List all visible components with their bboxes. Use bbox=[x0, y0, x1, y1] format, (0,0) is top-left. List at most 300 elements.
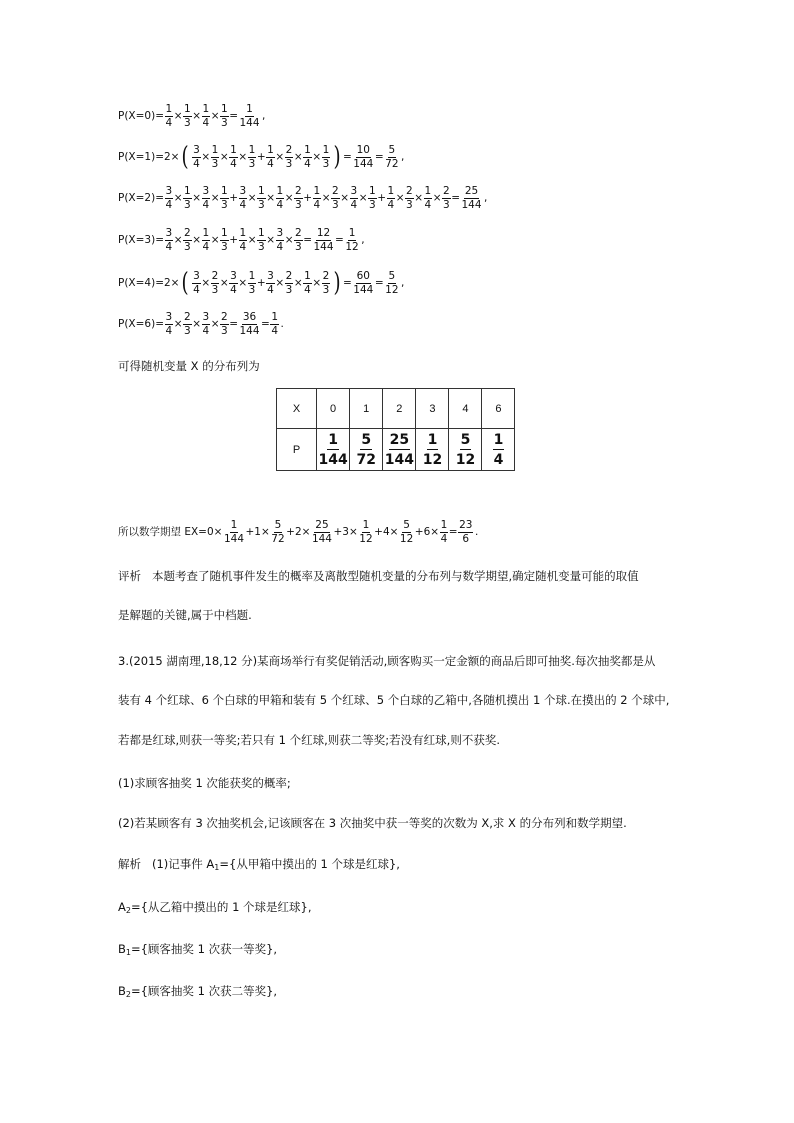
denominator: 3 bbox=[184, 324, 191, 337]
operator: = bbox=[342, 150, 352, 163]
fraction bbox=[266, 271, 275, 295]
numerator: 1 bbox=[369, 185, 376, 197]
numerator: 1 bbox=[322, 144, 330, 156]
fraction bbox=[313, 186, 322, 210]
fraction bbox=[344, 228, 359, 252]
denominator: 4 bbox=[193, 283, 200, 296]
denominator: 4 bbox=[239, 240, 247, 253]
fraction bbox=[440, 520, 449, 544]
numerator: 1 bbox=[313, 185, 321, 197]
numerator: 2 bbox=[322, 270, 330, 282]
question-2: (2)若某顾客有 3 次抽奖机会,记该顾客在 3 次抽奖中获一等奖的次数为 X,求 X 的分布列和数学期望. bbox=[118, 816, 627, 830]
punctuation: . bbox=[474, 525, 479, 538]
denominator: 144 bbox=[313, 240, 334, 253]
formula-expectation bbox=[118, 520, 478, 544]
numerator: 1 bbox=[304, 144, 311, 156]
denominator: 12 bbox=[345, 240, 359, 253]
operator: × bbox=[432, 191, 442, 204]
denominator: 4 bbox=[271, 324, 279, 337]
fraction bbox=[311, 520, 333, 544]
denominator: 72 bbox=[385, 157, 399, 170]
numerator: 1 bbox=[387, 185, 395, 197]
numerator: 3 bbox=[276, 227, 284, 239]
formula-lhs: P(X=3)= bbox=[118, 233, 164, 246]
operator: × bbox=[192, 233, 201, 246]
formula-lhs: 所以数学期望 EX=0× bbox=[118, 525, 223, 538]
numerator: 3 bbox=[193, 144, 200, 156]
fraction bbox=[165, 312, 174, 336]
operator: = bbox=[342, 276, 352, 289]
operator: + bbox=[256, 276, 266, 289]
denominator: 3 bbox=[443, 198, 450, 211]
operator: × bbox=[238, 150, 248, 163]
denominator: 3 bbox=[184, 116, 191, 129]
numerator: 5 bbox=[403, 519, 410, 531]
denominator: 4 bbox=[304, 283, 311, 296]
operator: × bbox=[312, 276, 322, 289]
operator: × bbox=[201, 150, 211, 163]
operator: × bbox=[210, 109, 220, 122]
numerator: 3 bbox=[267, 270, 274, 282]
table-row-probs bbox=[277, 429, 515, 471]
numerator: 1 bbox=[246, 103, 253, 115]
operator: × bbox=[340, 191, 349, 204]
formula-px3 bbox=[118, 228, 365, 252]
numerator: 2 bbox=[406, 185, 413, 197]
denominator: 4 bbox=[267, 283, 274, 296]
operator: × bbox=[210, 191, 220, 204]
denominator: 12 bbox=[385, 283, 399, 296]
operator: × bbox=[173, 191, 183, 204]
numerator: 2 bbox=[285, 144, 293, 156]
table-cell-value: 0 bbox=[317, 389, 350, 429]
right-paren: ) bbox=[333, 268, 341, 298]
fraction bbox=[442, 186, 451, 210]
operator: × bbox=[358, 191, 368, 204]
operator: = bbox=[374, 276, 384, 289]
fraction bbox=[322, 145, 331, 169]
fraction bbox=[461, 186, 483, 210]
solution-text: B bbox=[118, 942, 126, 956]
operator: × bbox=[275, 150, 285, 163]
right-paren: ) bbox=[333, 142, 341, 172]
fraction bbox=[248, 145, 257, 169]
operator: +4× bbox=[374, 525, 399, 538]
fraction bbox=[183, 186, 192, 210]
denominator: 72 bbox=[271, 532, 285, 545]
numerator: 2 bbox=[332, 185, 339, 197]
fraction bbox=[211, 271, 220, 295]
fraction bbox=[322, 271, 331, 295]
denominator: 3 bbox=[211, 157, 219, 170]
operator: = bbox=[335, 233, 344, 246]
operator: × bbox=[275, 276, 285, 289]
fraction bbox=[220, 186, 229, 210]
operator: +2× bbox=[286, 525, 311, 538]
denominator: 3 bbox=[406, 198, 413, 211]
formula-lhs: P(X=1)=2× bbox=[118, 150, 180, 163]
operator: × bbox=[210, 233, 220, 246]
denominator: 3 bbox=[285, 283, 293, 296]
punctuation: , bbox=[484, 191, 488, 204]
fraction bbox=[229, 271, 238, 295]
fraction bbox=[183, 312, 192, 336]
solution-text: ={从乙箱中摸出的 1 个球是红球}, bbox=[130, 900, 312, 914]
numerator: 1 bbox=[362, 519, 370, 531]
left-paren: ( bbox=[182, 142, 190, 172]
subscript: 1 bbox=[125, 948, 131, 957]
fraction bbox=[223, 520, 245, 544]
denominator: 4 bbox=[440, 532, 448, 545]
numerator: 3 bbox=[202, 185, 210, 197]
table-cell-value: 3 bbox=[416, 389, 449, 429]
denominator: 4 bbox=[202, 198, 210, 211]
fraction bbox=[229, 145, 238, 169]
operator: × bbox=[284, 233, 294, 246]
solution-text: ={顾客抽奖 1 次获一等奖}, bbox=[130, 942, 278, 956]
table-cell-value: 2 bbox=[383, 389, 416, 429]
fraction bbox=[276, 186, 285, 210]
solution-line-a1 bbox=[118, 859, 400, 872]
formula-px6 bbox=[118, 312, 284, 336]
denominator: 4 bbox=[350, 198, 358, 211]
table-cell-prob: $\frac{5}{72}$ bbox=[350, 429, 383, 471]
table-cell-value: 6 bbox=[482, 389, 515, 429]
denominator: 4 bbox=[165, 240, 173, 253]
denominator: 3 bbox=[211, 283, 219, 296]
numerator: 2 bbox=[295, 185, 302, 197]
fraction bbox=[313, 228, 335, 252]
fraction bbox=[384, 145, 399, 169]
table-cell-prob: $\frac{5}{12}$ bbox=[449, 429, 482, 471]
numerator: 1 bbox=[202, 103, 210, 115]
fraction bbox=[202, 228, 211, 252]
fraction bbox=[183, 228, 192, 252]
formula-lhs: P(X=6)= bbox=[118, 317, 164, 330]
numerator: 1 bbox=[184, 185, 191, 197]
numerator: 5 bbox=[388, 270, 396, 282]
numerator: 1 bbox=[248, 270, 256, 282]
problem-line-2: 装有 4 个红球、6 个白球的甲箱和装有 5 个红球、5 个白球的乙箱中,各随机摸出 1 个球.在摸出的 2 个球中, bbox=[118, 693, 670, 707]
fraction bbox=[257, 186, 266, 210]
formula-px1 bbox=[118, 144, 404, 170]
numerator: 3 bbox=[239, 185, 247, 197]
denominator: 144 bbox=[311, 532, 332, 545]
numerator: 10 bbox=[356, 144, 370, 156]
operator: + bbox=[229, 233, 238, 246]
operator: +3× bbox=[333, 525, 358, 538]
operator: × bbox=[219, 276, 229, 289]
fraction bbox=[202, 104, 211, 128]
denominator: 4 bbox=[165, 116, 173, 129]
numerator: 2 bbox=[285, 270, 293, 282]
operator: + bbox=[377, 191, 386, 204]
operator: × bbox=[312, 150, 322, 163]
denominator: 6 bbox=[462, 532, 470, 545]
numerator: 3 bbox=[165, 227, 173, 239]
fraction bbox=[303, 145, 312, 169]
fraction bbox=[220, 228, 229, 252]
fraction bbox=[368, 186, 377, 210]
operator: = bbox=[229, 317, 238, 330]
operator: × bbox=[247, 233, 257, 246]
table-cell-prob: $\frac{1}{144}$ bbox=[317, 429, 350, 471]
denominator: 4 bbox=[230, 283, 237, 296]
numerator: 3 bbox=[193, 270, 200, 282]
table-cell-value: 4 bbox=[449, 389, 482, 429]
fraction bbox=[276, 228, 285, 252]
operator: = bbox=[261, 317, 270, 330]
fraction bbox=[165, 104, 174, 128]
table-cell-value: 1 bbox=[350, 389, 383, 429]
denominator: 3 bbox=[295, 240, 302, 253]
denominator: 144 bbox=[239, 324, 260, 337]
denominator: 4 bbox=[424, 198, 432, 211]
fraction bbox=[220, 312, 229, 336]
numerator: 1 bbox=[248, 144, 256, 156]
left-paren: ( bbox=[182, 268, 190, 298]
operator: × bbox=[414, 191, 423, 204]
solution-line-b1 bbox=[118, 944, 277, 957]
table-cell-prob: $\frac{25}{144}$ bbox=[383, 429, 416, 471]
formula-px4 bbox=[118, 270, 404, 296]
denominator: 3 bbox=[221, 198, 228, 211]
numerator: 2 bbox=[295, 227, 302, 239]
numerator: 1 bbox=[239, 227, 247, 239]
formula-px0 bbox=[118, 104, 265, 128]
operator: × bbox=[247, 191, 257, 204]
operator: × bbox=[192, 191, 201, 204]
question-1: (1)求顾客抽奖 1 次能获奖的概率; bbox=[118, 776, 291, 790]
numerator: 36 bbox=[242, 311, 257, 323]
fraction bbox=[331, 186, 340, 210]
fraction bbox=[202, 312, 211, 336]
subscript: 1 bbox=[214, 863, 220, 872]
problem-line-1: 3.(2015 湖南理,18,12 分)某商场举行有奖促销活动,顾客购买一定金额的商品后即可抽奖.每次抽奖都是从 bbox=[118, 654, 656, 668]
operator: × bbox=[201, 276, 211, 289]
denominator: 3 bbox=[221, 324, 228, 337]
fraction bbox=[384, 271, 399, 295]
operator: × bbox=[210, 317, 220, 330]
table-row-values bbox=[277, 389, 515, 429]
fraction bbox=[294, 228, 303, 252]
denominator: 4 bbox=[304, 157, 311, 170]
denominator: 12 bbox=[399, 532, 414, 545]
denominator: 4 bbox=[267, 157, 274, 170]
denominator: 4 bbox=[165, 198, 173, 211]
numerator: 3 bbox=[165, 311, 173, 323]
solution-text: A bbox=[118, 900, 126, 914]
punctuation: . bbox=[280, 317, 284, 330]
fraction bbox=[202, 186, 211, 210]
denominator: 3 bbox=[221, 116, 228, 129]
punctuation: , bbox=[401, 150, 405, 163]
formula-px2 bbox=[118, 186, 487, 210]
denominator: 4 bbox=[202, 240, 210, 253]
table-cell-prob: $\frac{1}{12}$ bbox=[416, 429, 449, 471]
comment-line-2: 是解题的关键,属于中档题. bbox=[118, 608, 252, 622]
comment-text-1: 本题考查了随机事件发生的概率及离散型随机变量的分布列与数学期望,确定随机变量可能的取值 bbox=[151, 569, 639, 583]
numerator: 1 bbox=[258, 227, 265, 239]
operator: + bbox=[303, 191, 312, 204]
numerator: 60 bbox=[356, 270, 370, 282]
numerator: 1 bbox=[230, 144, 237, 156]
operator: × bbox=[395, 191, 405, 204]
operator: × bbox=[173, 109, 183, 122]
fraction bbox=[285, 271, 294, 295]
operator: × bbox=[266, 191, 275, 204]
operator: + bbox=[256, 150, 266, 163]
denominator: 144 bbox=[239, 116, 260, 129]
solution-text: ={从甲箱中摸出的 1 个球是红球}, bbox=[219, 857, 400, 871]
punctuation: , bbox=[361, 233, 365, 246]
denominator: 4 bbox=[313, 198, 321, 211]
solution-text: (1)记事件 A bbox=[151, 857, 215, 871]
numerator: 1 bbox=[276, 185, 284, 197]
numerator: 2 bbox=[184, 311, 191, 323]
numerator: 1 bbox=[221, 103, 228, 115]
fraction bbox=[270, 312, 279, 336]
numerator: 5 bbox=[388, 144, 396, 156]
numerator: 3 bbox=[350, 185, 358, 197]
solution-text: B bbox=[118, 984, 126, 998]
numerator: 1 bbox=[304, 270, 311, 282]
operator: +1× bbox=[245, 525, 270, 538]
numerator: 3 bbox=[230, 270, 237, 282]
denominator: 3 bbox=[258, 240, 265, 253]
denominator: 3 bbox=[258, 198, 265, 211]
numerator: 1 bbox=[202, 227, 210, 239]
denominator: 3 bbox=[369, 198, 376, 211]
denominator: 4 bbox=[276, 198, 284, 211]
operator: × bbox=[284, 191, 294, 204]
fraction bbox=[266, 145, 275, 169]
numerator: 1 bbox=[440, 519, 448, 531]
fraction bbox=[303, 271, 312, 295]
fraction bbox=[350, 186, 359, 210]
fraction bbox=[239, 104, 261, 128]
denominator: 4 bbox=[239, 198, 247, 211]
denominator: 3 bbox=[221, 240, 228, 253]
fraction bbox=[239, 228, 248, 252]
fraction bbox=[270, 520, 285, 544]
table-header-p: P bbox=[277, 429, 317, 471]
fraction bbox=[352, 145, 374, 169]
punctuation: , bbox=[401, 276, 405, 289]
numerator: 2 bbox=[221, 311, 228, 323]
fraction bbox=[211, 145, 220, 169]
table-header-x: X bbox=[277, 389, 317, 429]
fraction bbox=[183, 104, 192, 128]
operator: × bbox=[238, 276, 248, 289]
operator: = bbox=[229, 109, 238, 122]
operator: × bbox=[266, 233, 275, 246]
fraction bbox=[405, 186, 414, 210]
denominator: 3 bbox=[248, 283, 256, 296]
distribution-intro: 可得随机变量 X 的分布列为 bbox=[118, 359, 260, 373]
denominator: 4 bbox=[193, 157, 200, 170]
numerator: 1 bbox=[258, 185, 265, 197]
fraction bbox=[165, 228, 174, 252]
operator: × bbox=[293, 276, 303, 289]
operator: +6× bbox=[414, 525, 440, 538]
numerator: 25 bbox=[315, 519, 329, 531]
fraction bbox=[257, 228, 266, 252]
operator: × bbox=[173, 317, 183, 330]
denominator: 12 bbox=[359, 532, 373, 545]
numerator: 3 bbox=[202, 311, 210, 323]
operator: = bbox=[374, 150, 384, 163]
numerator: 1 bbox=[221, 227, 228, 239]
operator: × bbox=[192, 317, 201, 330]
fraction bbox=[352, 271, 374, 295]
denominator: 144 bbox=[461, 198, 482, 211]
subscript: 2 bbox=[125, 906, 131, 915]
numerator: 1 bbox=[221, 185, 228, 197]
denominator: 3 bbox=[184, 198, 191, 211]
numerator: 3 bbox=[165, 185, 173, 197]
operator: × bbox=[219, 150, 229, 163]
denominator: 4 bbox=[165, 324, 173, 337]
numerator: 5 bbox=[274, 519, 282, 531]
denominator: 3 bbox=[285, 157, 293, 170]
operator: × bbox=[173, 233, 183, 246]
numerator: 1 bbox=[271, 311, 279, 323]
operator: × bbox=[192, 109, 201, 122]
comment-line-1 bbox=[118, 571, 639, 583]
numerator: 1 bbox=[348, 227, 356, 239]
fraction bbox=[239, 312, 261, 336]
numerator: 2 bbox=[211, 270, 219, 282]
operator: = bbox=[451, 191, 460, 204]
denominator: 4 bbox=[276, 240, 284, 253]
fraction bbox=[248, 271, 257, 295]
denominator: 3 bbox=[332, 198, 339, 211]
problem-line-3: 若都是红球,则获一等奖;若只有 1 个红球,则获二等奖;若没有红球,则不获奖. bbox=[118, 733, 500, 747]
distribution-table bbox=[276, 388, 515, 471]
denominator: 3 bbox=[248, 157, 256, 170]
fraction bbox=[358, 520, 373, 544]
numerator: 25 bbox=[464, 185, 479, 197]
operator: = bbox=[303, 233, 312, 246]
fraction bbox=[424, 186, 433, 210]
numerator: 1 bbox=[211, 144, 219, 156]
table-cell-prob: $\frac{1}{4}$ bbox=[482, 429, 515, 471]
formula-lhs: P(X=0)= bbox=[118, 109, 164, 122]
denominator: 4 bbox=[202, 116, 210, 129]
numerator: 1 bbox=[184, 103, 191, 115]
solution-line-b2 bbox=[118, 986, 277, 999]
formula-lhs: P(X=2)= bbox=[118, 191, 164, 204]
operator: + bbox=[229, 191, 238, 204]
operator: × bbox=[293, 150, 303, 163]
numerator: 2 bbox=[184, 227, 191, 239]
fraction bbox=[192, 271, 201, 295]
fraction bbox=[458, 520, 473, 544]
solution-line-a2 bbox=[118, 902, 312, 915]
denominator: 4 bbox=[202, 324, 210, 337]
operator: = bbox=[448, 525, 458, 538]
fraction bbox=[220, 104, 229, 128]
numerator: 1 bbox=[165, 103, 173, 115]
fraction bbox=[294, 186, 303, 210]
fraction bbox=[399, 520, 414, 544]
operator: × bbox=[321, 191, 331, 204]
numerator: 23 bbox=[459, 519, 473, 531]
numerator: 1 bbox=[267, 144, 274, 156]
numerator: 1 bbox=[230, 519, 238, 531]
fraction bbox=[285, 145, 294, 169]
